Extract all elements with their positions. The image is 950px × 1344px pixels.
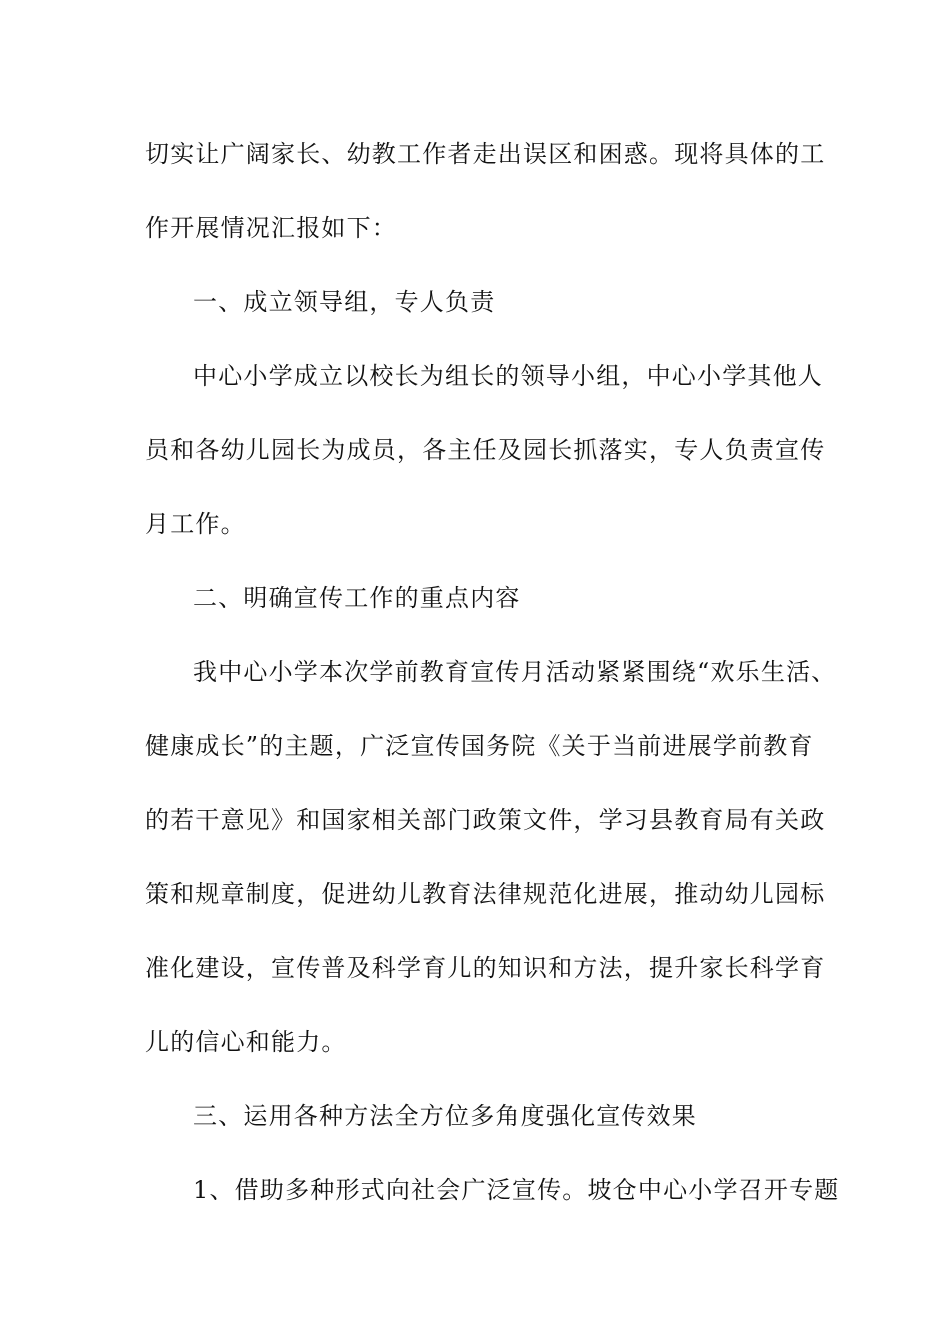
section-heading: 二、明确宣传工作的重点内容 xyxy=(193,584,521,612)
paragraph-line: 准化建设，宣传普及科学育儿的知识和方法，提升家长科学育 xyxy=(145,954,826,982)
paragraph-line: 月工作。 xyxy=(145,510,246,538)
section-heading: 三、运用各种方法全方位多角度强化宣传效果 xyxy=(193,1102,697,1130)
paragraph-line: 员和各幼儿园长为成员，各主任及园长抓落实，专人负责宣传 xyxy=(145,436,826,464)
paragraph-line: 策和规章制度，促进幼儿教育法律规范化进展，推动幼儿园标 xyxy=(145,880,826,908)
section-heading: 一、成立领导组，专人负责 xyxy=(193,288,496,316)
paragraph-line: 健康成长”的主题，广泛宣传国务院《关于当前进展学前教育 xyxy=(145,732,814,760)
paragraph-line: 作开展情况汇报如下： xyxy=(145,214,397,242)
paragraph-line: 的若干意见》和国家相关部门政策文件，学习县教育局有关政 xyxy=(145,806,826,834)
paragraph-line: 我中心小学本次学前教育宣传月活动紧紧围绕“欢乐生活、 xyxy=(193,658,837,686)
paragraph-line: 中心小学成立以校长为组长的领导小组，中心小学其他人 xyxy=(193,362,823,390)
paragraph-line: 儿的信心和能力。 xyxy=(145,1028,347,1056)
paragraph-line: 1、借助多种形式向社会广泛宣传。坡仓中心小学召开专题 xyxy=(193,1176,840,1204)
paragraph-line: 切实让广阔家长、幼教工作者走出误区和困惑。现将具体的工 xyxy=(145,140,826,168)
